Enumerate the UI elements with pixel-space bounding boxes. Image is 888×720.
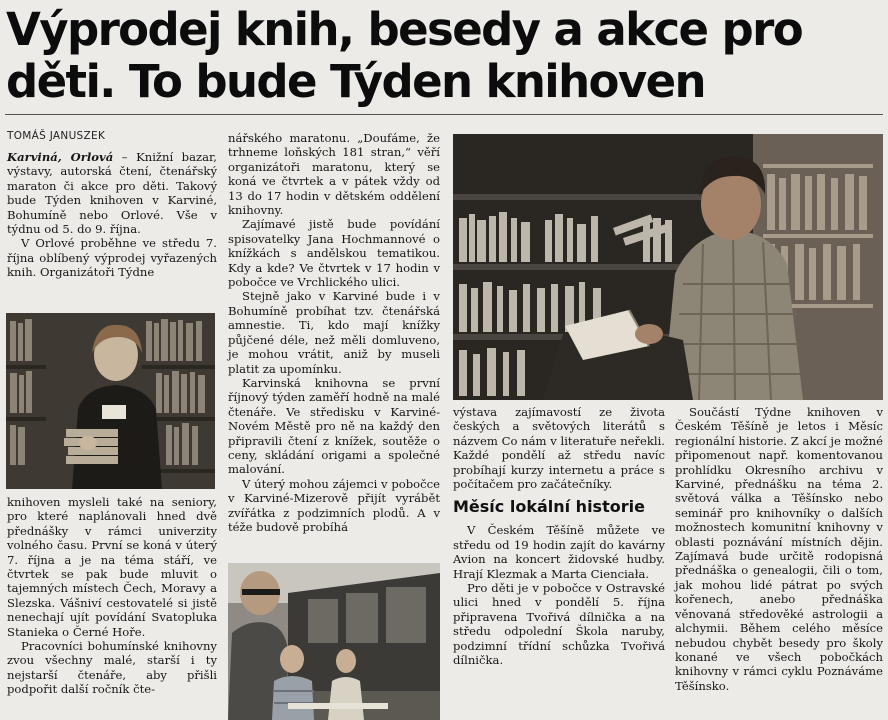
- paragraph: V úterý mohou zájemci v pobočce v Karviné-Mizerově přijít vyrábět zvířátka z podzimních plodů. A v téže budově probíhá: [228, 476, 440, 534]
- column-1-top: [7, 150, 217, 280]
- paragraph: Stejně jako v Karviné bude i v Bohumíně probíhat tzv. čtenářská amnestie. Ti, kdo mají knížky půjčené déle, než měli domluveno, je mohou vrátit, aniž by museli platit za upomínku.: [228, 289, 440, 376]
- paragraph: Karvinská knihovna se první říjnový týden zaměří hodně na malé čtenáře. Ve středisku v Karviné-Novém Městě pro ně na každý den připravili čtení z knížek, soutěže o ceny, skládání origami a společné malování.: [228, 375, 440, 477]
- subheading: Měsíc lokální historie: [453, 497, 645, 517]
- column-1-bottom: [7, 495, 217, 697]
- paragraph: V Českém Těšíně můžete ve středu od 19 hodin zajít do kavárny Avion na koncert židovské hudby. Hrají Klezmak a Marta Cienciała.: [453, 523, 665, 581]
- reading-man-photo: [453, 134, 883, 400]
- paragraph: Zajímavé jistě bude povídání spisovatelky Jana Hochmannové o knížkách s andělskou tematikou. Kdy a kde? Ve čtvrtek v 17 hodin v pobočce ve Vrchlického ulici.: [228, 217, 440, 290]
- headline: Výprodej knih, besedy a akce pro děti. To bude Týden knihoven: [6, 3, 803, 108]
- column-4: [675, 405, 883, 693]
- paragraph: knihoven mysleli také na seniory, pro které naplánovali hned dvě přednášky v rámci univerzity volného času. První se koná v úterý 7. října a je na téma stáří, ve čtvrtek se pak bude mluvit o tajemných místech Čech, Moravy a Slezska. Vášniví cestovatelé si jistě nenechají ujít povídání Svatopluka Stanieka o Černé Hoře.: [7, 495, 217, 639]
- lead-text: – Knižní bazar, výstavy, autorská čtení, čtenářský maraton či akce pro děti. Takový bude Týden knihoven v Karviné, Bohumíně nebo Orlové. Vše v týdnu od 5. do 9. října.: [7, 150, 217, 237]
- byline: TOMÁŠ JANUSZEK: [7, 130, 106, 142]
- lead-paragraph: [7, 150, 217, 236]
- librarian-photo: [6, 313, 215, 489]
- column-3: [453, 405, 665, 668]
- paragraph: Součástí Týdne knihoven v Českém Těšíně je letos i Měsíc regionální historie. Z akcí je možné připomenout např. komentovanou prohlídku Okresního archivu v Karviné, přednášku na téma 2. světová válka a Těšínsko nebo seminář pro knihovníky o dalších možnostech komunitní knihovny v oblasti poznávání místních dějin. Zajímavá bude určitě rodopisná přednáška o genealogii, čili o tom, jak mohou lidé pátrat po svých kořenech, anebo přednáška věnovaná středověké astrologii a alchymii. Během celého měsíce nebudou chybět besedy pro školy konané ve všech pobočkách knihovny v rámci cyklu Poznáváme Těšínsko.: [675, 405, 883, 693]
- dateline-place: Karviná, Orlová: [7, 150, 114, 164]
- paragraph: nářského maratonu. „Doufáme, že trhneme loňských 181 stran,“ věří organizátoři maratonu, který se koná ve čtvrtek a v pátek vždy od 13 do 17 hodin v dětském oddělení knihovny.: [228, 131, 440, 218]
- headline-rule: [5, 114, 883, 115]
- paragraph: Pro děti je v pobočce v Ostravské ulici hned v pondělí 5. října připravena Tvořivá dílnička a na středu odpolední Škola naruby, podzimní třídní schůzka Tvořivá dílnička.: [453, 581, 665, 668]
- column-2-top: [228, 131, 440, 534]
- family-event-photo: [228, 563, 440, 720]
- paragraph: výstava zajímavostí ze života českých a světových literátů s názvem Co nám v literatuře neřekli. Každé pondělí až středu navíc probíhají kurzy internetu a práce s počítačem pro začátečníky.: [453, 405, 665, 492]
- paragraph: V Orlové proběhne ve středu 7. října oblíbený výprodej vyřazených knih. Organizátoři Týdne: [7, 236, 217, 280]
- paragraph: Pracovníci bohumínské knihovny zvou všechny malé, starší i ty nejstarší čtenáře, aby přišli podpořit další ročník čte-: [7, 639, 217, 697]
